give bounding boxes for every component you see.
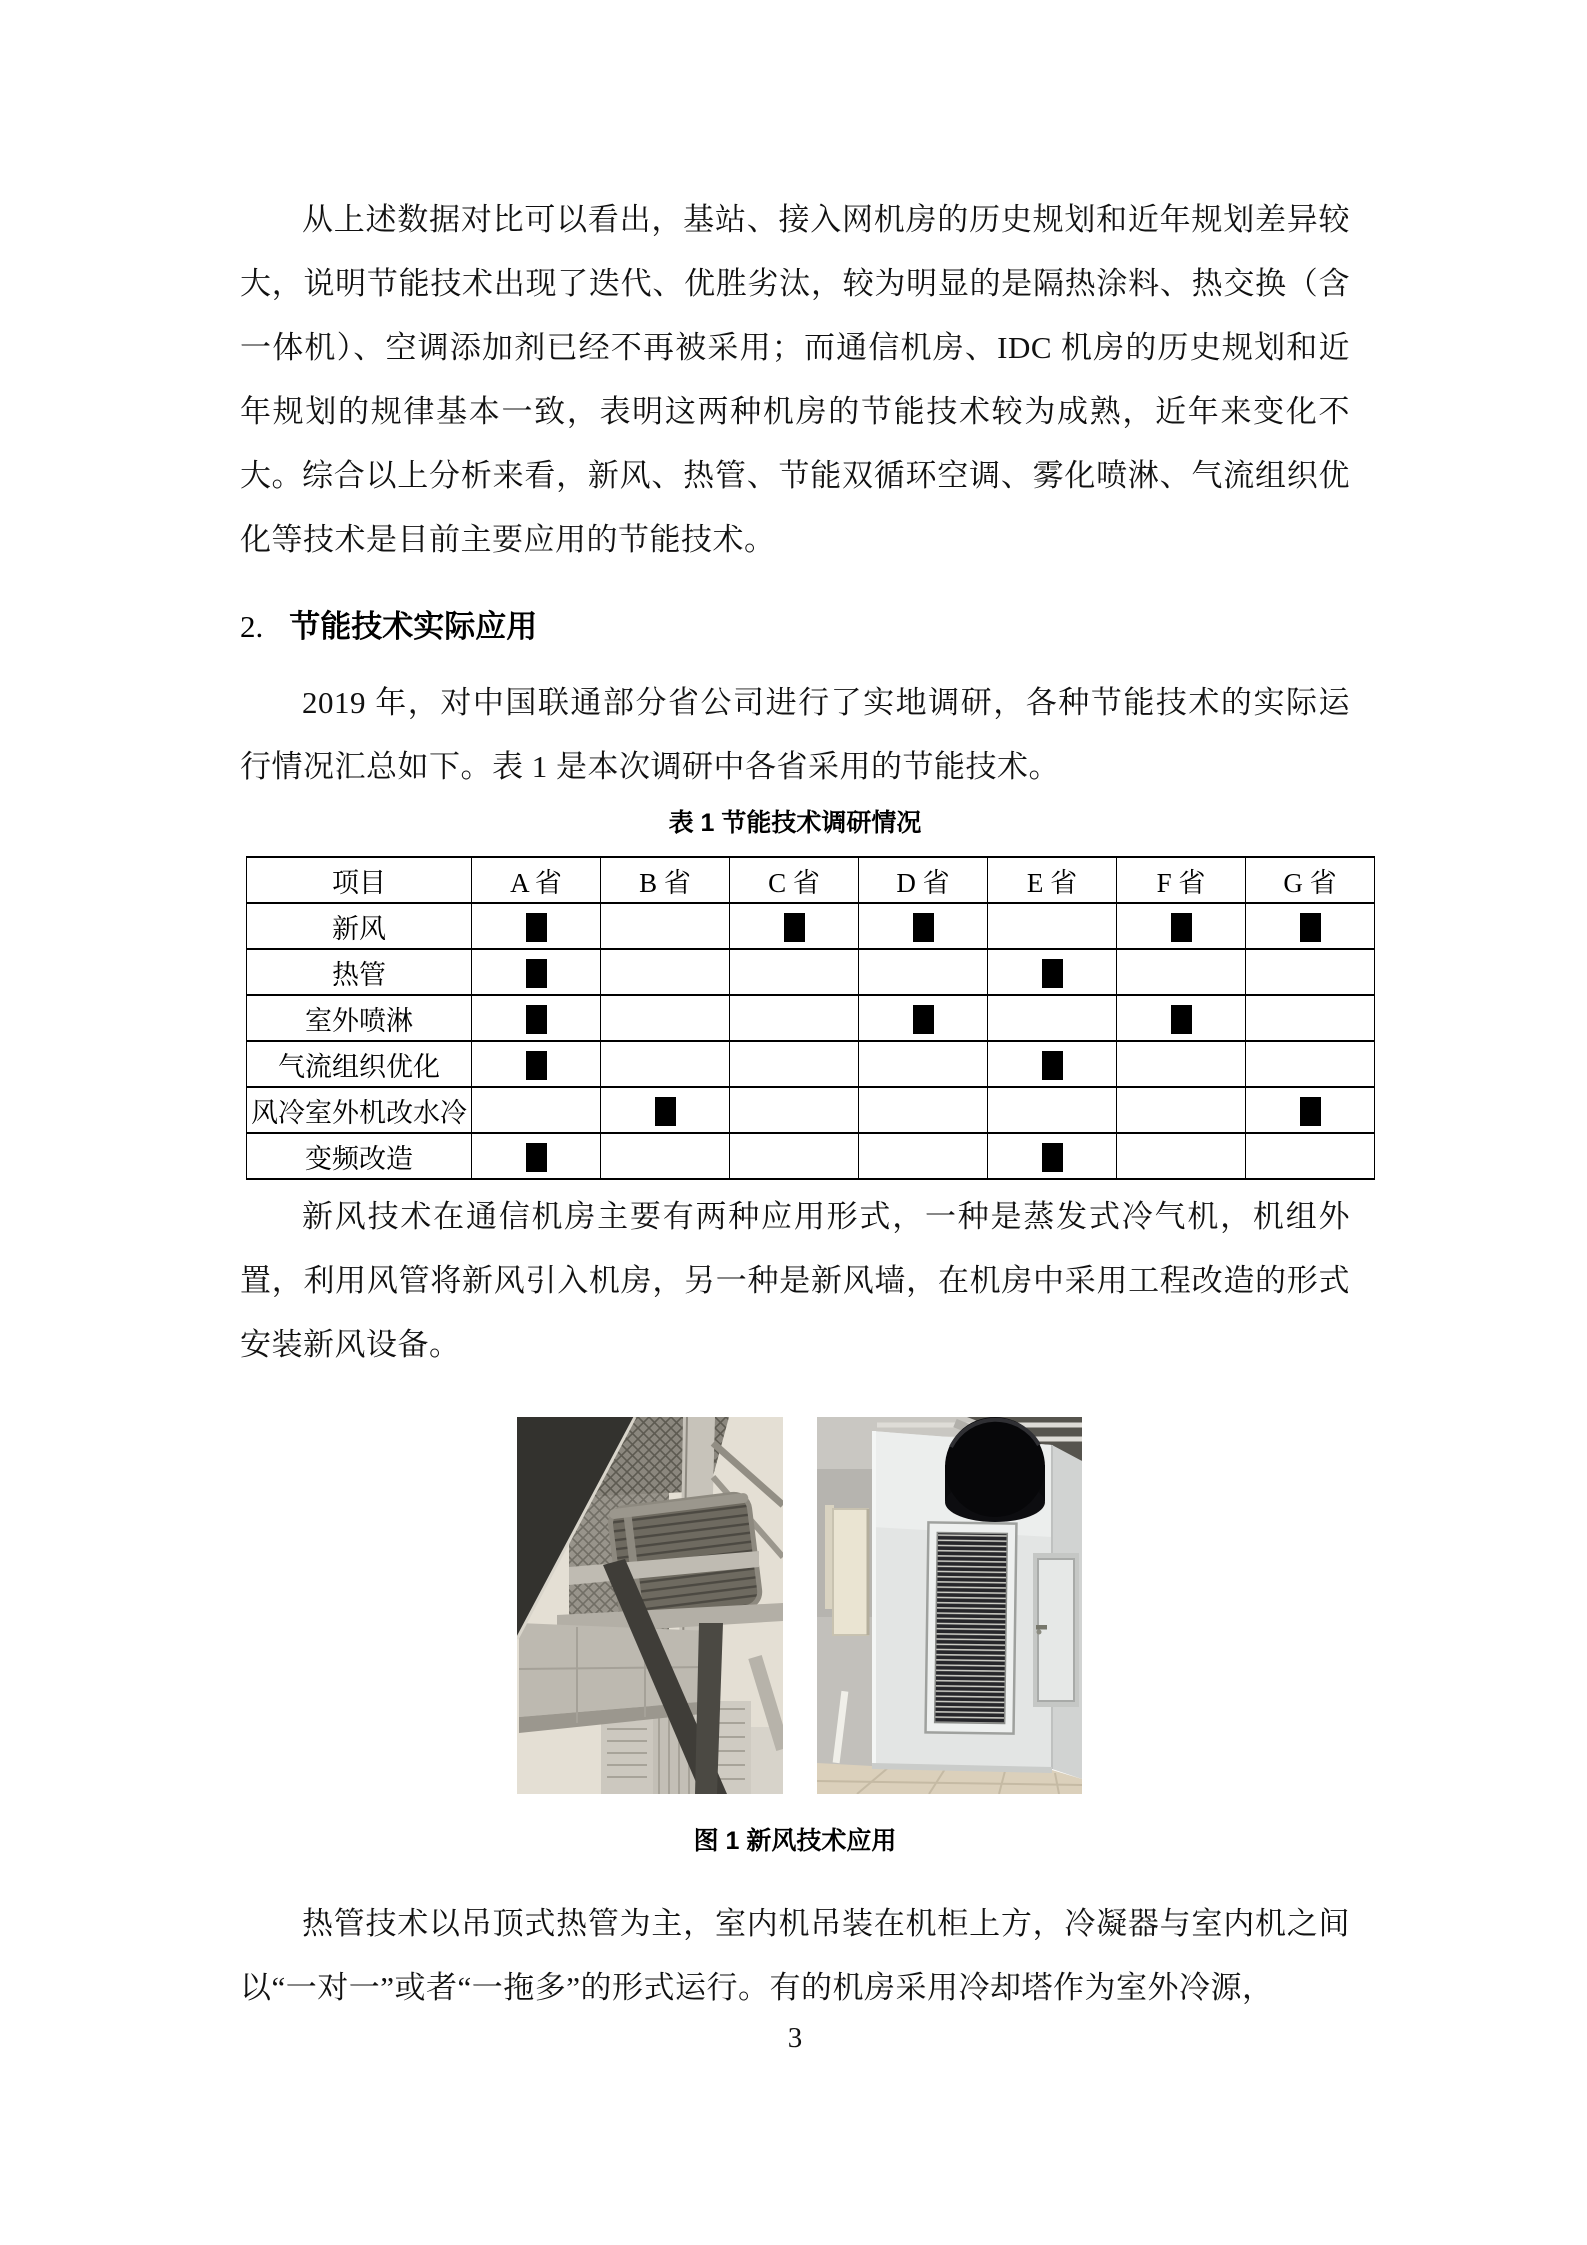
table-row — [247, 949, 1375, 995]
check-mark — [526, 959, 547, 988]
check-mark — [913, 1143, 934, 1172]
check-mark — [655, 1143, 676, 1172]
figure-caption: 图 1 新风技术应用 — [693, 1827, 897, 1855]
check-mark — [1042, 1097, 1063, 1126]
check-mark — [1171, 1097, 1192, 1126]
check-mark — [1300, 1097, 1321, 1126]
check-mark — [1042, 959, 1063, 988]
energy-tech-survey-table — [246, 856, 1375, 1180]
check-mark — [655, 913, 676, 942]
paragraph-5: 热管技术以吊顶式热管为主，室内机吊装在机柜上方，冷凝器与室内机之间以“一对一”或者“一拖多”的形式运行。有的机房采用冷却塔作为室外冷源， — [240, 1906, 1350, 2005]
header-cell: E 省 — [988, 857, 1117, 903]
row-label: 气流组织优化 — [247, 1041, 472, 1087]
check-mark — [526, 1005, 547, 1034]
check-mark — [655, 959, 676, 988]
check-mark — [1042, 1143, 1063, 1172]
check-mark — [1171, 1143, 1192, 1172]
check-mark — [784, 959, 805, 988]
check-mark — [1300, 913, 1321, 942]
row-label: 热管 — [247, 949, 472, 995]
section-title: 节能技术实际应用 — [289, 609, 538, 644]
table-caption: 表 1 节能技术调研情况 — [668, 809, 922, 837]
check-mark — [913, 913, 934, 942]
check-mark — [784, 1097, 805, 1126]
table-header-row — [247, 857, 1375, 903]
check-mark — [1171, 1005, 1192, 1034]
row-label: 风冷室外机改水冷 — [247, 1087, 472, 1133]
figure-photo-right-fresh-air-wall — [817, 1417, 1082, 1794]
check-mark — [655, 1051, 676, 1080]
header-cell: A 省 — [472, 857, 601, 903]
table-row — [247, 1133, 1375, 1179]
check-mark — [784, 1051, 805, 1080]
header-cell: 项目 — [247, 857, 472, 903]
check-mark — [1300, 1005, 1321, 1034]
paragraph-4: 新风技术在通信机房主要有两种应用形式，一种是蒸发式冷气机，机组外置，利用风管将新风引入机房，另一种是新风墙，在机房中采用工程改造的形式安装新风设备。 — [240, 1199, 1350, 1362]
check-mark — [784, 1005, 805, 1034]
check-mark — [784, 913, 805, 942]
header-cell: F 省 — [1117, 857, 1246, 903]
check-mark — [526, 1143, 547, 1172]
check-mark — [913, 1051, 934, 1080]
check-mark — [1300, 1051, 1321, 1080]
check-mark — [526, 1097, 547, 1126]
section-heading — [240, 595, 1350, 659]
check-mark — [655, 1097, 676, 1126]
paragraph-3: 2019 年，对中国联通部分省公司进行了实地调研，各种节能技术的实际运行情况汇总如下。表 1 是本次调研中各省采用的节能技术。 — [240, 685, 1350, 784]
paragraph-2: 综合以上分析来看，新风、热管、节能双循环空调、雾化喷淋、气流组织优化等技术是目前主要应用的节能技术。 — [240, 458, 1350, 557]
section-number: 2. — [240, 609, 264, 644]
check-mark — [1042, 1005, 1063, 1034]
check-mark — [1300, 1143, 1321, 1172]
check-mark — [1042, 1051, 1063, 1080]
page-number: 3 — [787, 2022, 803, 2054]
check-mark — [526, 913, 547, 942]
row-label: 室外喷淋 — [247, 995, 472, 1041]
row-label: 变频改造 — [247, 1133, 472, 1179]
check-mark — [913, 1097, 934, 1126]
check-mark — [1171, 959, 1192, 988]
header-cell: C 省 — [730, 857, 859, 903]
check-mark — [655, 1005, 676, 1034]
check-mark — [784, 1143, 805, 1172]
check-mark — [526, 1051, 547, 1080]
figure-photo-left-evaporative-cooler — [517, 1417, 783, 1794]
check-mark — [913, 959, 934, 988]
check-mark — [1042, 913, 1063, 942]
header-cell: D 省 — [859, 857, 988, 903]
row-label: 新风 — [247, 903, 472, 949]
header-cell: G 省 — [1246, 857, 1375, 903]
table-row — [247, 1041, 1375, 1087]
table-row — [247, 995, 1375, 1041]
check-mark — [1300, 959, 1321, 988]
check-mark — [1171, 913, 1192, 942]
table-row — [247, 1087, 1375, 1133]
check-mark — [913, 1005, 934, 1034]
table-row — [247, 903, 1375, 949]
check-mark — [1171, 1051, 1192, 1080]
paragraph-1: 从上述数据对比可以看出，基站、接入网机房的历史规划和近年规划差异较大，说明节能技术出现了迭代、优胜劣汰，较为明显的是隔热涂料、热交换（含一体机）、空调添加剂已经不再被采用；而通信机房、IDC 机房的历史规划和近年规划的规律基本一致，表明这两种机房的节能技术较为成熟，近年来变化不大。 — [240, 202, 1350, 493]
header-cell: B 省 — [601, 857, 730, 903]
